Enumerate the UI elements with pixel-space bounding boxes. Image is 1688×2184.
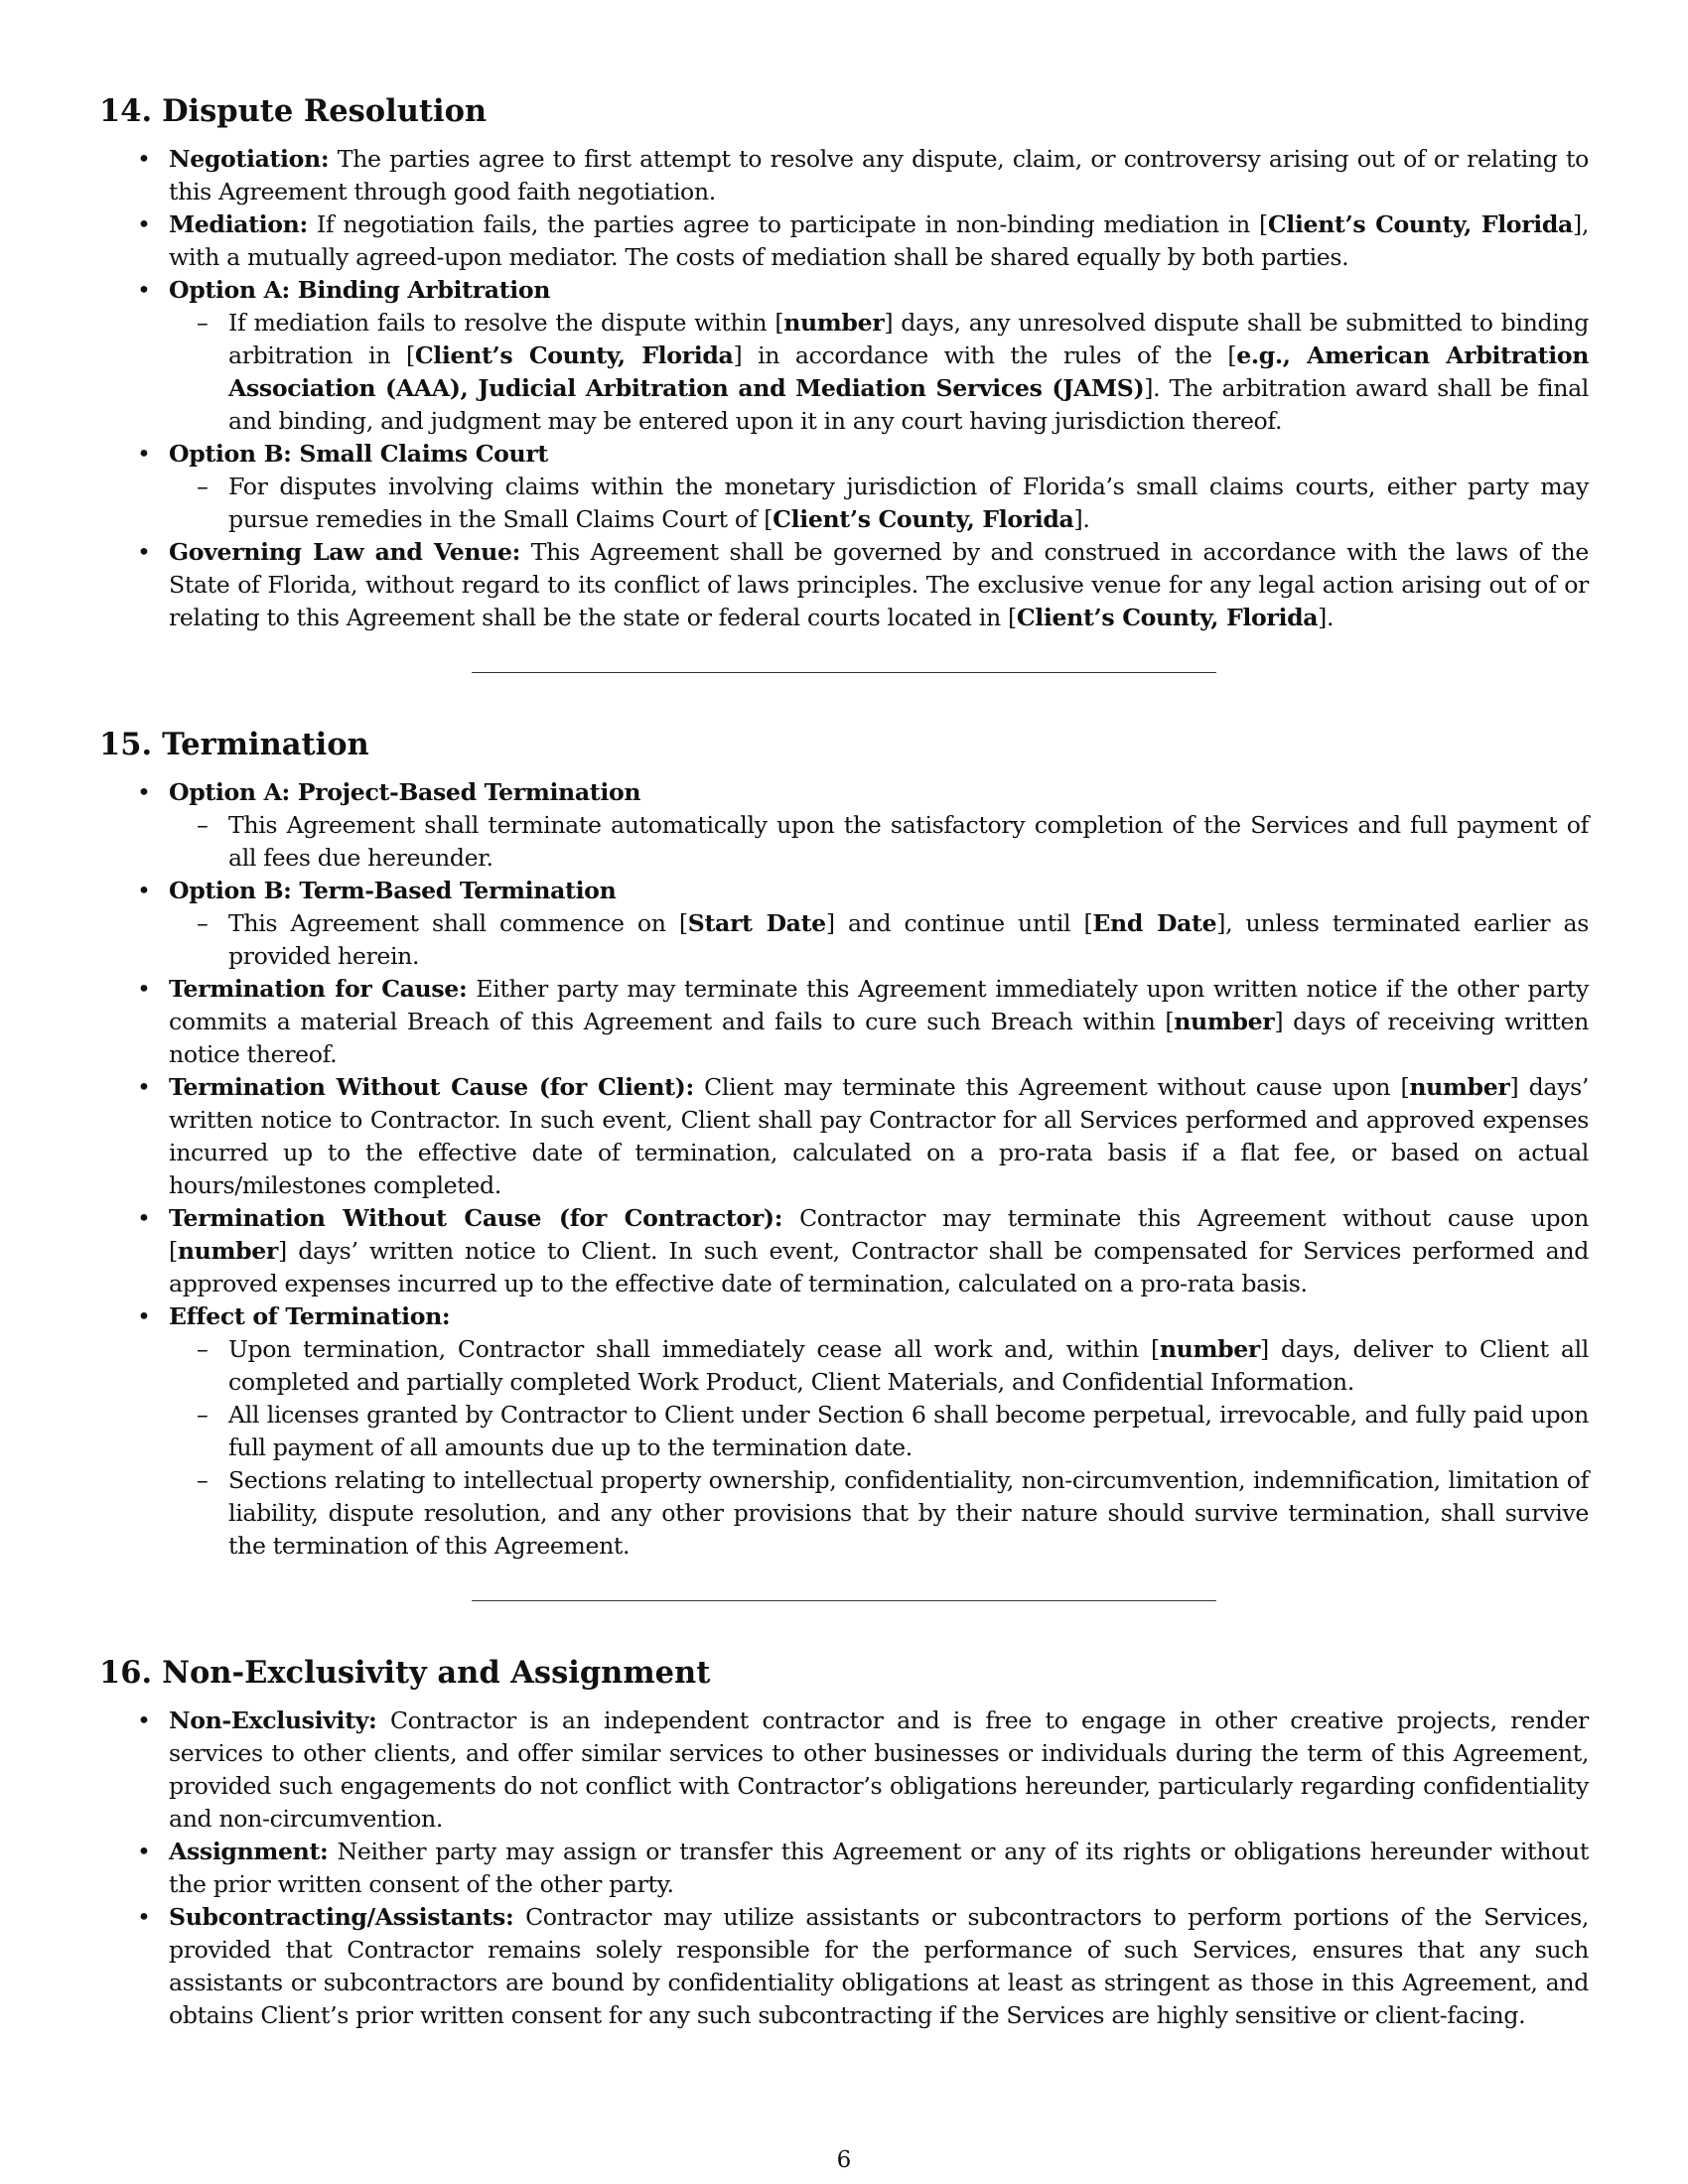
item-label: Option A: Binding Arbitration	[169, 276, 551, 304]
placeholder-text: Start Date	[687, 909, 826, 937]
list-item-non-exclusivity	[99, 1705, 1589, 1836]
item-text: For disputes involving claims within the monetary jurisdiction of Florida’s small claims courts, either party may pursue remedies in the Small Claims Court of [	[228, 473, 1589, 533]
placeholder-text: Client’s County, Florida	[773, 505, 1074, 533]
item-label: Negotiation:	[169, 145, 330, 173]
item-text: Client may terminate this Agreement without cause upon [	[693, 1073, 1410, 1101]
placeholder-text: number	[1174, 1008, 1275, 1035]
sub-list-item	[169, 1464, 1589, 1563]
list-item-subcontracting	[99, 1901, 1589, 2032]
bullet-icon: •	[137, 145, 151, 173]
section-heading	[99, 91, 1589, 131]
sub-list	[169, 809, 1589, 875]
item-text: ] days, deliver to Client all completed and partially completed Work Product, Client Materials, and Confidential Information.	[228, 1335, 1589, 1396]
sub-list-item	[169, 1333, 1589, 1399]
item-text: ] in accordance with the rules of the [	[733, 341, 1237, 369]
item-text: This Agreement shall terminate automatically upon the satisfactory completion of the Services and full payment of all fees due hereunder.	[228, 811, 1589, 872]
placeholder-text: number	[1159, 1335, 1260, 1363]
item-text: This Agreement shall be governed by and construed in accordance with the laws of the State of Florida, without regard to its conflict of laws principles. The exclusive venue for any legal action arising out of or relating to this Agreement shall be the state or federal courts located in [	[169, 538, 1589, 631]
item-text: ]. The arbitration award shall be final and binding, and judgment may be entered upon it in any court having jurisdiction thereof.	[228, 374, 1589, 435]
placeholder-text: Client’s County, Florida	[414, 341, 734, 369]
horizontal-rule	[472, 672, 1216, 673]
list-item-without-cause-client	[99, 1071, 1589, 1202]
item-label: Termination Without Cause (for Contractor):	[169, 1204, 783, 1232]
list-item-project-based	[99, 776, 1589, 875]
item-text: ] days’ written notice to Client. In such event, Contractor shall be compensated for Services performed and approved expenses incurred up to the effective date of termination, calculated on a pro-rata basis.	[169, 1237, 1589, 1297]
section-termination	[99, 725, 1589, 1601]
bullet-icon: •	[137, 210, 151, 238]
placeholder-text: Client’s County, Florida	[1267, 210, 1573, 238]
item-text: ], unless terminated earlier as provided herein.	[228, 909, 1589, 970]
item-text: Contractor is an independent contractor and is free to engage in other creative projects, render services to other clients, and offer similar services to other businesses or individuals during the term of this Agreement, provided such engagements do not conflict with Contractor’s obligations hereunder, particularly regarding confidentiality and non-circumvention.	[169, 1706, 1589, 1833]
placeholder-text: number	[783, 309, 885, 337]
section-title: Non-Exclusivity and Assignment	[162, 1655, 711, 1691]
item-text: Upon termination, Contractor shall immediately cease all work and, within [	[228, 1335, 1160, 1363]
bullet-icon: •	[137, 877, 151, 904]
list-item-assignment	[99, 1836, 1589, 1901]
dash-icon: –	[197, 909, 209, 937]
item-label: Governing Law and Venue:	[169, 538, 521, 566]
item-text: The parties agree to first attempt to resolve any dispute, claim, or controversy arising out of or relating to this Agreement through good faith negotiation.	[169, 145, 1589, 205]
section-number: 14.	[99, 93, 153, 129]
bullet-icon: •	[137, 1302, 151, 1330]
item-text: ] days of receiving written notice thereof.	[169, 1008, 1590, 1068]
section-heading	[99, 1653, 1589, 1693]
bullet-icon: •	[137, 778, 151, 806]
list-item-without-cause-contractor	[99, 1202, 1589, 1300]
item-text: If negotiation fails, the parties agree to participate in non-binding mediation in [	[307, 210, 1268, 238]
bullet-list	[99, 143, 1589, 634]
dash-icon: –	[197, 473, 209, 500]
placeholder-text: e.g., American Arbitration Association (AAA), Judicial Arbitration and Mediation Services (JAMS)	[228, 341, 1590, 402]
item-label: Option B: Small Claims Court	[169, 440, 548, 468]
section-title: Termination	[162, 727, 369, 762]
item-text: ].	[1073, 505, 1090, 533]
item-label: Non-Exclusivity:	[169, 1706, 377, 1734]
item-label: Termination Without Cause (for Client):	[169, 1073, 694, 1101]
item-label: Effect of Termination:	[169, 1302, 451, 1330]
placeholder-text: Client’s County, Florida	[1016, 604, 1319, 631]
section-dispute-resolution	[99, 91, 1589, 673]
sub-list-item	[169, 471, 1589, 536]
item-label: Option A: Project-Based Termination	[169, 778, 641, 806]
list-item-effect-of-termination	[99, 1300, 1589, 1563]
document-page	[99, 91, 1589, 2032]
item-label: Termination for Cause:	[169, 975, 468, 1003]
item-text: ].	[1318, 604, 1335, 631]
section-title: Dispute Resolution	[162, 93, 488, 129]
item-text: This Agreement shall commence on [	[228, 909, 688, 937]
dash-icon: –	[197, 1401, 209, 1429]
bullet-icon: •	[137, 1073, 151, 1101]
sub-list-item	[169, 1399, 1589, 1464]
bullet-icon: •	[137, 1903, 151, 1931]
list-item-governing-law	[99, 536, 1589, 634]
section-heading	[99, 725, 1589, 764]
bullet-icon: •	[137, 975, 151, 1003]
placeholder-text: number	[177, 1237, 278, 1265]
list-item-small-claims-court	[99, 438, 1589, 536]
section-number: 16.	[99, 1655, 153, 1691]
item-label: Assignment:	[169, 1838, 329, 1865]
sub-list-item	[169, 907, 1589, 973]
page-number: 6	[836, 2147, 852, 2173]
section-number: 15.	[99, 727, 153, 762]
bullet-list	[99, 1705, 1589, 2032]
sub-list-item	[169, 809, 1589, 875]
sub-list	[169, 471, 1589, 536]
list-item-termination-for-cause	[99, 973, 1589, 1071]
item-label: Option B: Term-Based Termination	[169, 877, 617, 904]
item-text: ] days’ written notice to Contractor. In such event, Client shall pay Contractor for all Services performed and approved expenses incurred up to the effective date of termination, calculated on a pro-rata basis if a flat fee, or based on actual hours/milestones completed.	[169, 1073, 1589, 1199]
bullet-icon: •	[137, 1706, 151, 1734]
section-non-exclusivity	[99, 1653, 1589, 2032]
list-item-mediation	[99, 208, 1589, 274]
list-item-binding-arbitration	[99, 274, 1589, 438]
bullet-icon: •	[137, 1204, 151, 1232]
dash-icon: –	[197, 811, 209, 839]
horizontal-rule	[472, 1600, 1216, 1601]
bullet-list	[99, 776, 1589, 1563]
dash-icon: –	[197, 1466, 209, 1494]
dash-icon: –	[197, 309, 209, 337]
list-item-negotiation	[99, 143, 1589, 208]
bullet-icon: •	[137, 440, 151, 468]
bullet-icon: •	[137, 276, 151, 304]
sub-list	[169, 307, 1589, 438]
sub-list	[169, 907, 1589, 973]
item-label: Subcontracting/Assistants:	[169, 1903, 514, 1931]
sub-list	[169, 1333, 1589, 1563]
dash-icon: –	[197, 1335, 209, 1363]
item-text: Contractor may utilize assistants or subcontractors to perform portions of the Services, provided that Contractor remains solely responsible for the performance of such Services, ensures that any such assistants or subcontractors are bound by confidentiality obligations at least as stringent as those in this Agreement, and obtains Client’s prior written consent for any such subcontracting if the Services are highly sensitive or client-facing.	[169, 1903, 1589, 2029]
placeholder-text: End Date	[1092, 909, 1217, 937]
item-text: Contractor may terminate this Agreement without cause upon [	[169, 1204, 1590, 1265]
item-label: Mediation:	[169, 210, 308, 238]
item-text: Neither party may assign or transfer this Agreement or any of its rights or obligations hereunder without the prior written consent of the other party.	[169, 1838, 1589, 1898]
item-text: All licenses granted by Contractor to Client under Section 6 shall become perpetual, irrevocable, and fully paid upon full payment of all amounts due up to the termination date.	[228, 1401, 1589, 1461]
item-text: Either party may terminate this Agreement immediately upon written notice if the other party commits a material Breach of this Agreement and fails to cure such Breach within [	[169, 975, 1589, 1035]
bullet-icon: •	[137, 1838, 151, 1865]
item-text: ], with a mutually agreed-upon mediator. The costs of mediation shall be shared equally by both parties.	[169, 210, 1589, 271]
item-text: ] and continue until [	[825, 909, 1093, 937]
item-text: If mediation fails to resolve the dispute within [	[228, 309, 784, 337]
item-text: Sections relating to intellectual property ownership, confidentiality, non-circumvention, indemnification, limitation of liability, dispute resolution, and any other provisions that by their nature should survive termination, shall survive the termination of this Agreement.	[228, 1466, 1589, 1560]
sub-list-item	[169, 307, 1589, 438]
placeholder-text: number	[1409, 1073, 1510, 1101]
item-text: ] days, any unresolved dispute shall be submitted to binding arbitration in [	[228, 309, 1590, 369]
bullet-icon: •	[137, 538, 151, 566]
list-item-term-based	[99, 875, 1589, 973]
